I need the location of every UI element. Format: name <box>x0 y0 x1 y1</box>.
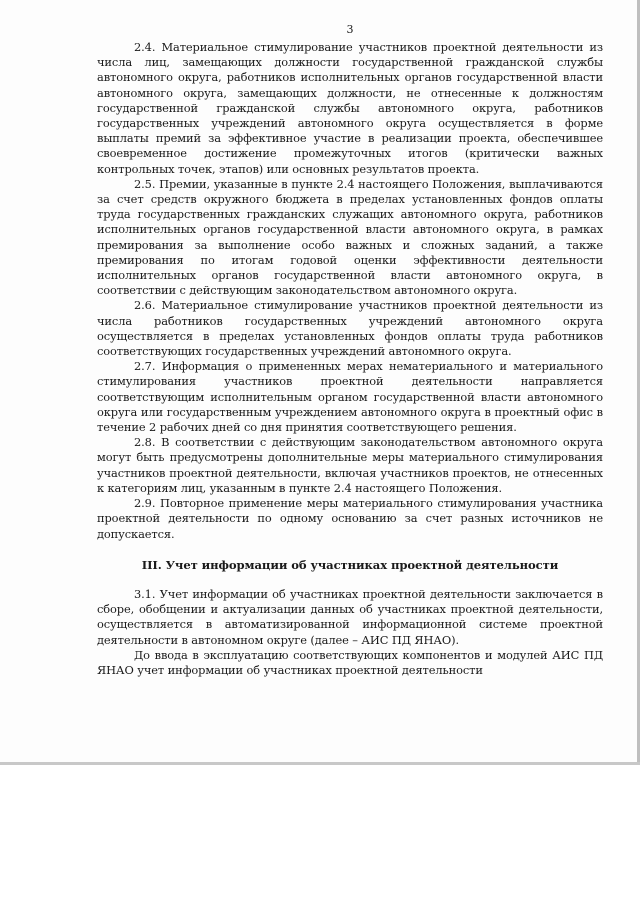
paragraph-2-4: 2.4. Материальное стимулирование участников проектной деятельности из числа лиц, замещающих должности государственной гражданской службы автономного округа, работников исполнительных органов государственной власти автономного округа, замещающих должности, не отнесенные к должностям государственной гражданской службы автономного округа, работников государственных учреждений автономного округа осуществляется в форме выплаты премий за эффективное участие в реализации проекта, обеспечившее своевременное достижение промежуточных итогов (критически важных контрольных точек, этапов) или основных результатов проекта. <box>97 40 603 176</box>
page-body <box>97 22 603 678</box>
paragraph-2-7: 2.7. Информация о примененных мерах нематериального и материального стимулирования участников проектной деятельности направляется соответствующим исполнительным органом государственной власти автономного округа или государственным учреждением автономного округа в проектный офис в течение 2 рабочих дней со дня принятия соответствующего решения. <box>97 359 603 435</box>
paragraph-2-5: 2.5. Премии, указанные в пункте 2.4 настоящего Положения, выплачиваются за счет средств окружного бюджета в пределах установленных фондов оплаты труда государственных гражданских служащих автономного округа, работников исполнительных органов государственной власти автономного округа, в рамках премирования за выполнение особо важных и сложных заданий, а также премирования по итогам годовой оценки эффективности деятельности исполнительных органов государственной власти автономного округа, в соответствии с действующим законодательством автономного округа. <box>97 176 603 298</box>
paragraph-2-9: 2.9. Повторное применение меры материального стимулирования участника проектной деятельности по одному основанию за счет разных источников не допускается. <box>97 496 603 541</box>
paragraph-2-8: 2.8. В соответствии с действующим законодательством автономного округа могут быть предусмотрены дополнительные меры материального стимулирования участников проектной деятельности, включая участников проектов, не отнесенных к категориям лиц, указанным в пункте 2.4 настоящего Положения. <box>97 435 603 495</box>
paragraph-2-6: 2.6. Материальное стимулирование участников проектной деятельности из числа работников государственных учреждений автономного округа осуществляется в пределах установленных фондов оплаты труда работников соответствующих государственных учреждений автономного округа. <box>97 298 603 359</box>
paragraph-3-1: 3.1. Учет информации об участниках проектной деятельности заключается в сборе, обобщении и актуализации данных об участниках проектной деятельности, осуществляется в автоматизированной информационной системе проектной деятельности в автономном округе (далее – АИС ПД ЯНАО). <box>97 586 603 647</box>
paragraph-continuation: До ввода в эксплуатацию соответствующих компонентов и модулей АИС ПД ЯНАО учет информации об участниках проектной деятельности <box>97 647 603 677</box>
page-number: 3 <box>346 23 354 36</box>
page-bottom-edge <box>0 762 640 765</box>
section-heading: III. Учет информации об участниках проектной деятельности <box>141 557 559 572</box>
